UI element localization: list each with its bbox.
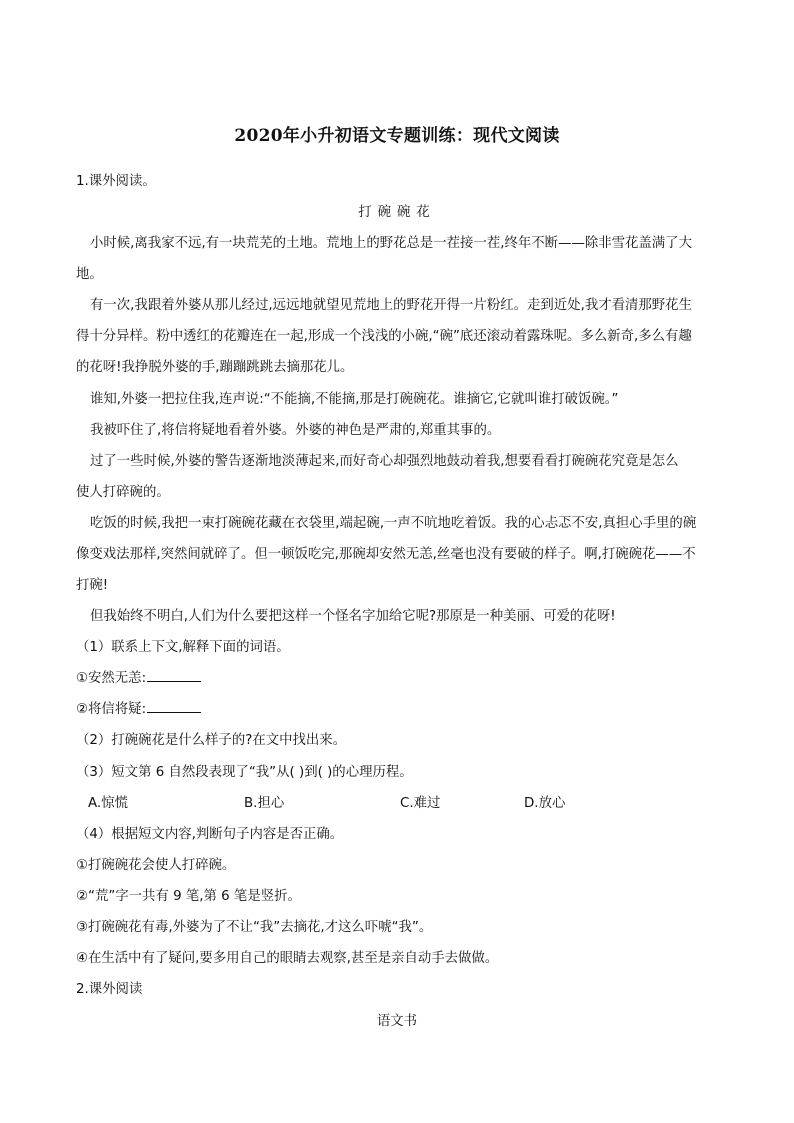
paragraph-4-line-1: 我被吓住了,将信将疑地看着外婆。外婆的神色是严肃的,郑重其事的。 (90, 423, 501, 438)
question-1-item-2 (76, 700, 201, 720)
question-4-item-3: ③打碗碗花有毒,外婆为了不让“我”去摘花,才这么吓唬“我”。 (76, 920, 433, 935)
question-1-item-1 (76, 669, 201, 689)
paragraph-3-line-1: 谁知,外婆一把拉住我,连声说:“不能摘,不能摘,那是打碗碗花。谁摘它,它就叫谁打破饭碗。” (90, 392, 619, 407)
question-3: （3）短文第 6 自然段表现了“我”从( )到( )的心理历程。 (76, 765, 413, 780)
paragraph-1-line-2: 地。 (76, 267, 103, 282)
paragraph-2-line-2: 得十分异样。粉中透红的花瓣连在一起,形成一个浅浅的小碗,“碗”底还滚动着露珠呢。多么新奇,多么有趣 (76, 329, 692, 344)
passage2-title: 语文书 (376, 1014, 418, 1029)
question-4-item-1: ①打碗碗花会使人打碎碗。 (76, 858, 236, 873)
passage1-title: 打碗碗花 (358, 205, 436, 220)
option-a: A.惊慌 (88, 796, 128, 811)
paragraph-6-line-1: 吃饭的时候,我把一束打碗碗花藏在衣袋里,端起碗,一声不吭地吃着饭。我的心忐忑不安,真担心手里的碗 (90, 516, 697, 531)
option-b: B.担心 (244, 796, 285, 811)
paragraph-7-line-1: 但我始终不明白,人们为什么要把这样一个怪名字加给它呢?那原是一种美丽、可爱的花呀! (90, 609, 616, 624)
section1-heading: 1.课外阅读。 (76, 174, 156, 189)
answer-blank[interactable] (147, 700, 201, 713)
paragraph-6-line-3: 打碗! (76, 578, 109, 593)
question-2: （2）打碗碗花是什么样子的?在文中找出来。 (76, 733, 347, 748)
question-4-item-2: ②“荒”字一共有 9 笔,第 6 笔是竖折。 (76, 889, 301, 904)
answer-blank[interactable] (147, 669, 201, 682)
paragraph-5-line-2: 使人打碎碗的。 (76, 485, 170, 500)
page-title: 2020年小升初语文专题训练：现代文阅读 (234, 126, 560, 146)
section2-heading: 2.课外阅读 (76, 982, 143, 997)
option-d: D.放心 (524, 796, 566, 811)
question-1: （1）联系上下文,解释下面的词语。 (76, 640, 290, 655)
paragraph-2-line-1: 有一次,我跟着外婆从那儿经过,远远地就望见荒地上的野花开得一片粉红。走到近处,我才看清那野花生 (90, 298, 692, 313)
paragraph-2-line-3: 的花呀!我挣脱外婆的手,蹦蹦跳跳去摘那花儿。 (76, 360, 354, 375)
question-4-item-4: ④在生活中有了疑问,要多用自己的眼睛去观察,甚至是亲自动手去做做。 (76, 951, 499, 966)
question-1-item-1-label: ①安然无恙: (76, 671, 147, 686)
paragraph-5-line-1: 过了一些时候,外婆的警告逐渐地淡薄起来,而好奇心却强烈地鼓动着我,想要看看打碗碗花究竟是怎么 (90, 454, 679, 469)
paragraph-6-line-2: 像变戏法那样,突然间就碎了。但一顿饭吃完,那碗却安然无恙,丝毫也没有要破的样子。啊,打碗碗花——不 (76, 547, 696, 562)
paragraph-1-line-1: 小时候,离我家不远,有一块荒芜的土地。荒地上的野花总是一茬接一茬,终年不断——除非雪花盖满了大 (90, 236, 692, 251)
option-c: C.难过 (400, 796, 441, 811)
question-1-item-2-label: ②将信将疑: (76, 702, 147, 717)
question-4: （4）根据短文内容,判断句子内容是否正确。 (76, 827, 344, 842)
